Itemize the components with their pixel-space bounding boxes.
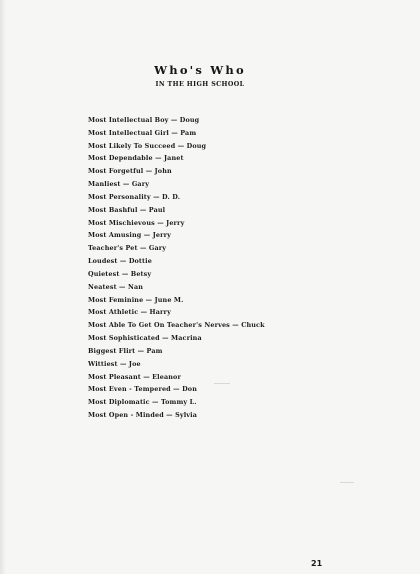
list-item: Most Bashful — Paul	[88, 205, 166, 214]
list-item: Most Likely To Succeed — Doug	[88, 141, 207, 150]
list-item: Most Amusing — Jerry	[88, 231, 171, 240]
list-item: Most Pleasant — Eleanor	[88, 372, 181, 381]
list-item: Teacher's Pet — Gary	[88, 244, 167, 253]
list-item: Quietest — Betsy	[88, 269, 152, 278]
page-subtitle: IN THE HIGH SCHOOL	[155, 81, 245, 88]
list-item: Most Open - Minded — Sylvia	[88, 411, 198, 420]
list-item: Most Even - Tempered — Don	[88, 385, 197, 394]
list-item: Most Sophisticated — Macrina	[88, 334, 202, 343]
page-number: 21	[311, 559, 323, 568]
list-item: Wittiest — Joe	[88, 359, 141, 368]
list-item: Most Intellectual Girl — Pam	[88, 128, 197, 137]
list-item: Loudest — Dottie	[88, 257, 152, 266]
print-smudge	[214, 383, 230, 384]
list-item: Most Mischievous — Jerry	[88, 218, 185, 227]
list-item: Most Forgetful — John	[88, 167, 172, 176]
page-title: Who's Who	[154, 63, 246, 77]
list-item: Most Able To Get On Teacher's Nerves — Chuck	[88, 321, 265, 330]
print-smudge	[340, 482, 354, 483]
list-item: Manliest — Gary	[88, 180, 150, 189]
whos-who-list	[88, 114, 265, 422]
list-item: Most Diplomatic — Tommy L.	[88, 398, 197, 407]
list-item: Most Feminine — June M.	[88, 295, 184, 304]
list-item: Most Intellectual Boy — Doug	[88, 116, 200, 124]
list-item: Neatest — Nan	[88, 282, 144, 291]
list-item: Most Athletic — Harry	[88, 308, 171, 317]
list-item: Most Dependable — Janet	[88, 154, 184, 163]
list-item: Biggest Flirt — Pam	[88, 346, 163, 355]
list-item: Most Personality — D. D.	[88, 192, 181, 201]
